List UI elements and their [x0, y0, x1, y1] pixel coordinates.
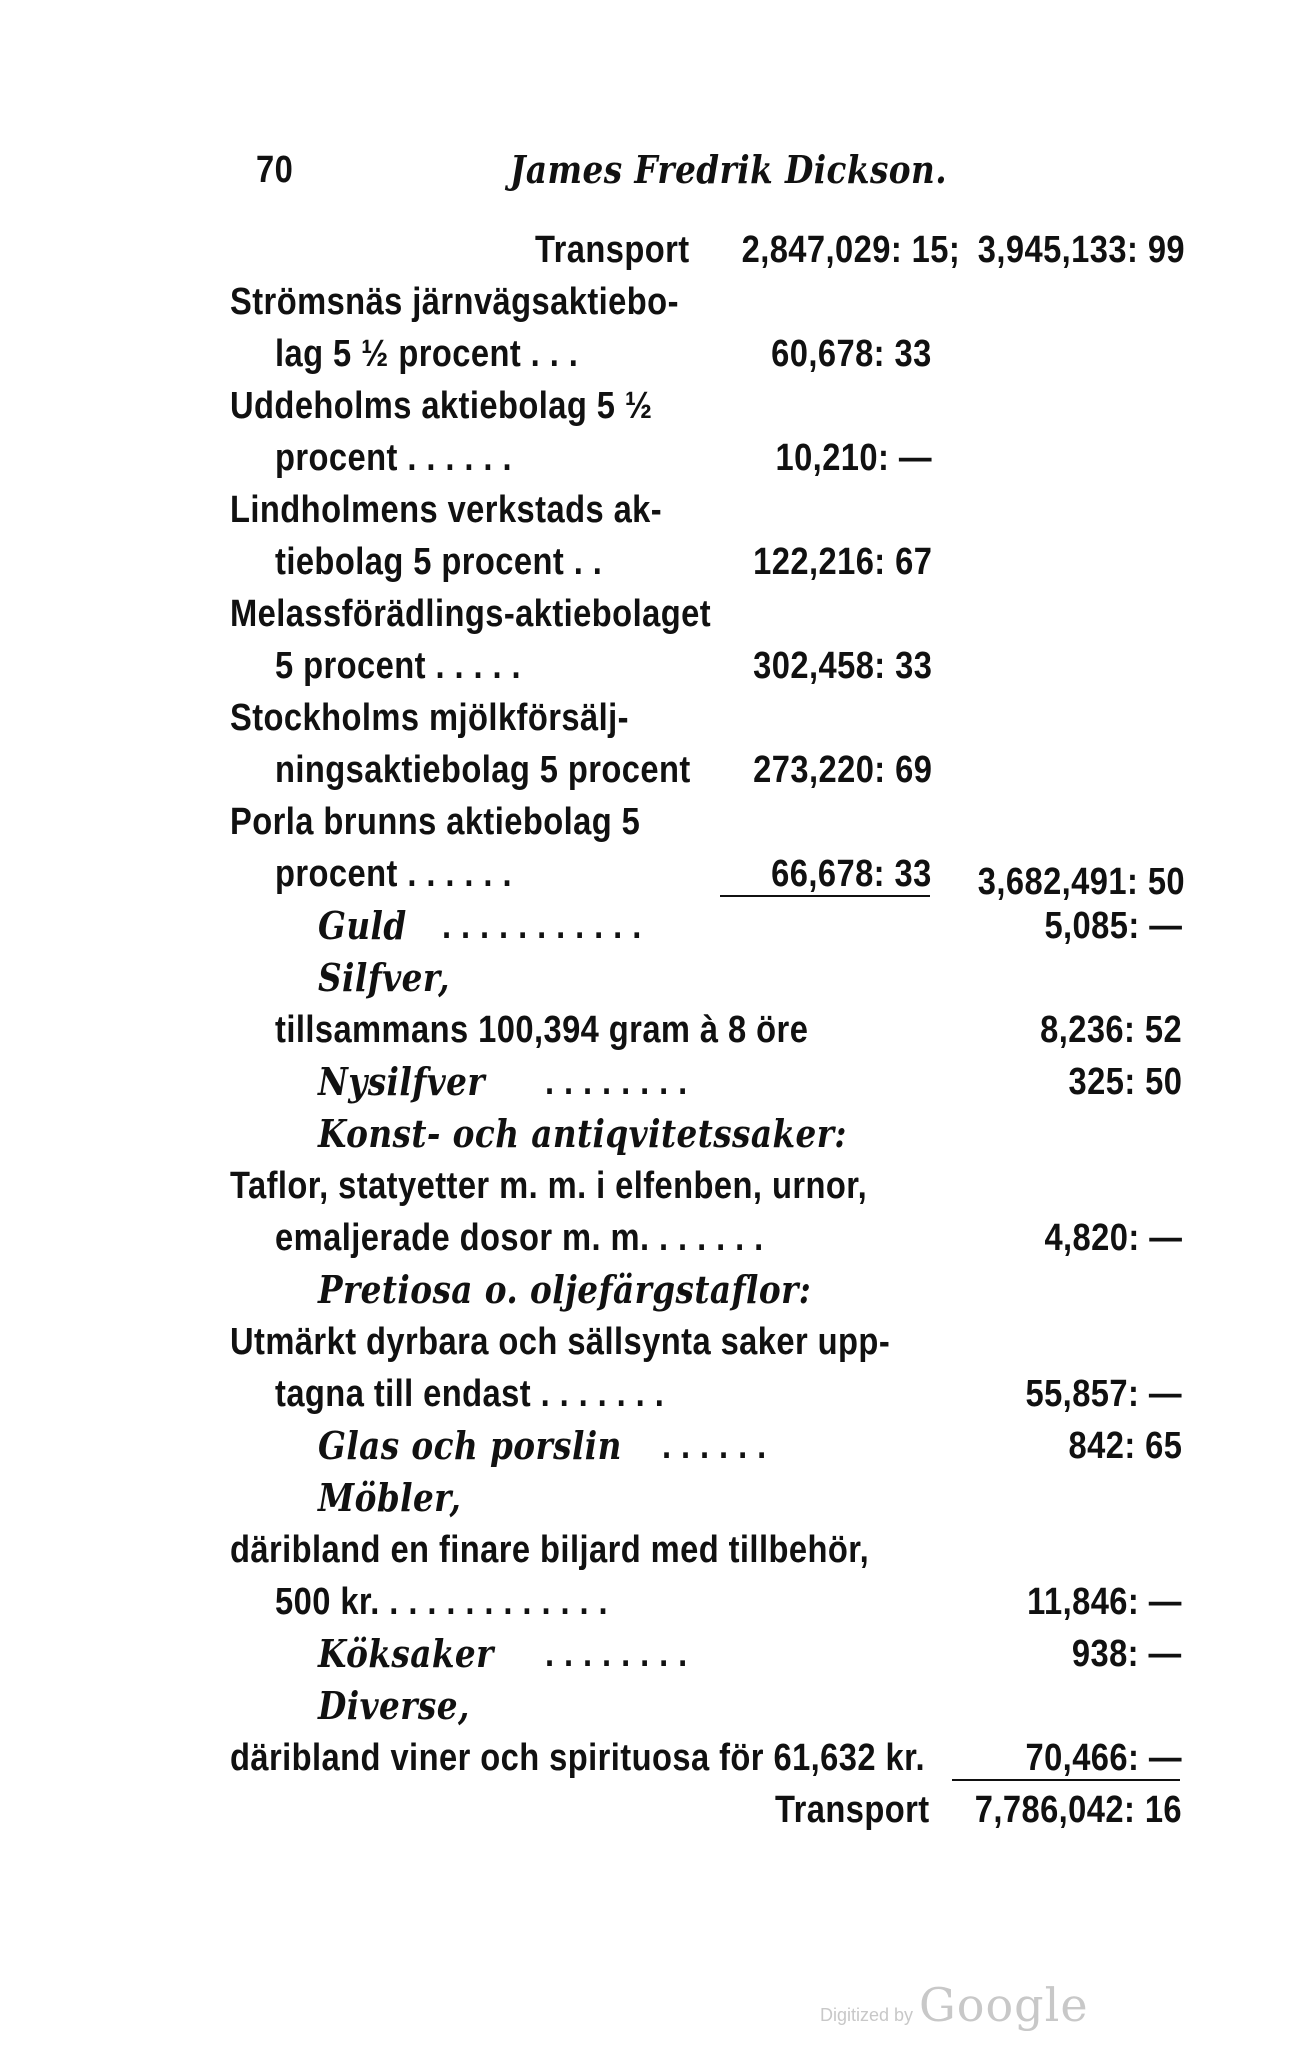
pretiosa-line2: tagna till endast . . . . . . .	[275, 1373, 665, 1415]
bonds-total: 3,682,491: 50	[977, 861, 1185, 903]
pretiosa-line1: Utmärkt dyrbara och sällsynta saker upp-	[230, 1321, 891, 1363]
digitized-watermark	[820, 1980, 1089, 2040]
bond-entry-line1: Melassförädlings-aktiebolaget	[230, 593, 712, 635]
bond-entry-amount: 273,220: 69	[752, 749, 932, 791]
transport-in-label: Transport	[535, 229, 690, 271]
bond-entry-line2: procent . . . . . .	[275, 853, 512, 895]
bond-entry-amount: 302,458: 33	[752, 645, 932, 687]
glas-amount: 842: 65	[1068, 1425, 1182, 1467]
guld-amount: 5,085: —	[1044, 905, 1182, 947]
bond-entry-line2: lag 5 ½ procent . . .	[275, 333, 579, 375]
nysilfver-amount: 325: 50	[1068, 1061, 1182, 1103]
transport-out-amount: 7,786,042: 16	[974, 1789, 1182, 1831]
konst-amount: 4,820: —	[1044, 1217, 1182, 1259]
diverse-amount: 70,466: —	[1025, 1737, 1182, 1779]
bond-entry-line2: 5 procent . . . . .	[275, 645, 522, 687]
silfver-amount: 8,236: 52	[1040, 1009, 1182, 1051]
koksaker-dots: . . . . . . . .	[545, 1633, 688, 1675]
glas-label: Glas och porslin	[318, 1423, 622, 1468]
konst-line1: Taflor, statyetter m. m. i elfenben, urnor,	[230, 1165, 868, 1207]
mobler-line1: däribland en finare biljard med tillbehör,	[230, 1529, 870, 1571]
bond-entry-line1: Lindholmens verkstads ak-	[230, 489, 663, 531]
mobler-line2: 500 kr. . . . . . . . . . . . .	[275, 1581, 609, 1623]
nysilfver-label: Nysilfver	[318, 1059, 486, 1104]
diverse-line: däribland viner och spirituosa för 61,632 kr.	[230, 1737, 925, 1779]
silfver-heading: Silfver,	[318, 955, 450, 1000]
bond-entry-line1: Stockholms mjölkförsälj-	[230, 697, 629, 739]
running-title: James Fredrik Dickson.	[510, 147, 948, 192]
watermark-brand: Google	[919, 1978, 1089, 2032]
konst-line2: emaljerade dosor m. m. . . . . . .	[275, 1217, 764, 1259]
bond-entry-line2: tiebolag 5 procent . .	[275, 541, 603, 583]
silfver-line: tillsammans 100,394 gram à 8 öre	[275, 1009, 809, 1051]
guld-dots: . . . . . . . . . . .	[442, 905, 642, 947]
bond-entry-amount: 10,210: —	[775, 437, 932, 479]
diverse-heading: Diverse,	[318, 1683, 470, 1728]
guld-label: Guld	[318, 903, 407, 948]
koksaker-amount: 938: —	[1072, 1633, 1182, 1675]
mobler-amount: 11,846: —	[1027, 1581, 1182, 1623]
bond-entry-line1: Strömsnäs järnvägsaktiebo-	[230, 281, 679, 323]
nysilfver-dots: . . . . . . . .	[545, 1061, 688, 1103]
pretiosa-amount: 55,857: —	[1025, 1373, 1182, 1415]
bond-entry-amount: 66,678: 33	[771, 853, 932, 895]
koksaker-label: Köksaker	[318, 1631, 494, 1676]
bond-entry-line2: procent . . . . . .	[275, 437, 512, 479]
total-rule	[952, 1779, 1180, 1781]
bond-entry-amount: 60,678: 33	[771, 333, 932, 375]
mobler-heading: Möbler,	[318, 1475, 462, 1520]
page-number: 70	[256, 149, 294, 191]
bond-entry-line1: Porla brunns aktiebolag 5	[230, 801, 641, 843]
subtotal-rule	[720, 895, 930, 897]
transport-in-col2: 3,945,133: 99	[977, 229, 1185, 271]
bond-entry-line2: ningsaktiebolag 5 procent	[275, 749, 691, 791]
bond-entry-line1: Uddeholms aktiebolag 5 ½	[230, 385, 653, 427]
watermark-prefix: Digitized by	[820, 2005, 914, 2025]
transport-in-col1: 2,847,029: 15;	[741, 229, 960, 271]
glas-dots: . . . . . .	[662, 1425, 767, 1467]
pretiosa-heading: Pretiosa o. oljefärgstaflor:	[318, 1267, 812, 1312]
bond-entry-amount: 122,216: 67	[752, 541, 932, 583]
konst-heading: Konst- och antiqvitetssaker:	[318, 1111, 847, 1156]
transport-out-label: Transport	[775, 1789, 930, 1831]
